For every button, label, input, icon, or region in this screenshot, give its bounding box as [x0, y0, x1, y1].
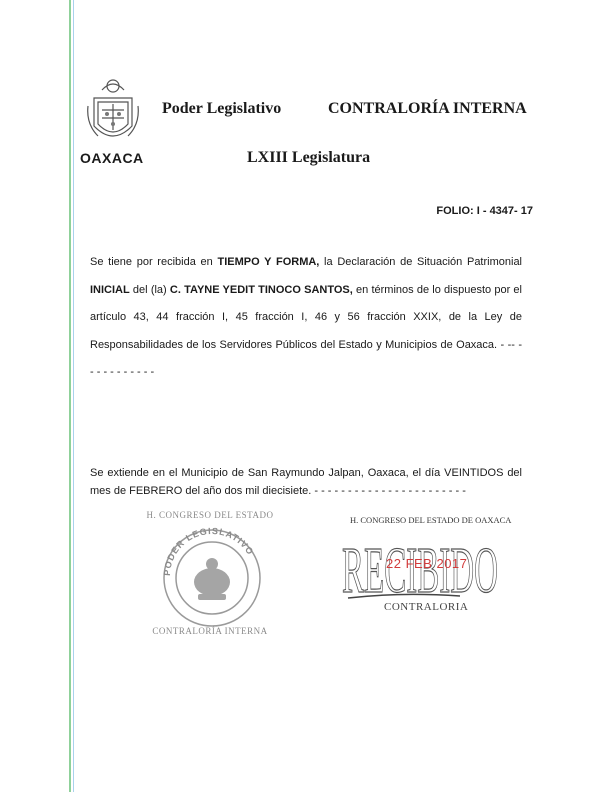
margin-line-green [69, 0, 71, 792]
official-seal-icon [140, 508, 285, 643]
p1-mid1: la Declaración de Situación Patrimonial [319, 256, 523, 268]
declaration-paragraph [90, 249, 522, 387]
p1-intro: Se tiene por recibida en [90, 256, 218, 268]
seal-ring-text: PODER LEGISLATIVO [161, 525, 256, 577]
office-title: CONTRALORÍA INTERNA [328, 100, 527, 117]
branch-title: Poder Legislativo [162, 100, 282, 117]
folio-number: FOLIO: I - 4347- 17 [436, 205, 533, 217]
p1-mid2: del (la) [129, 283, 170, 296]
stamp-date: 22 FEB 2017 [386, 556, 468, 571]
stamp-top-text: H. CONGRESO DEL ESTADO DE OAXACA [350, 515, 512, 525]
p1-person: C. TAYNE YEDIT TINOCO SANTOS, [169, 283, 353, 296]
legislature-title: LXIII Legislatura [247, 149, 371, 166]
stamp-word: RECIBIDO [342, 534, 498, 602]
seal-top-text: H. CONGRESO DEL ESTADO [146, 510, 274, 520]
state-name: OAXACA [80, 150, 144, 166]
closing-paragraph: Se extiende en el Municipio de San Raymundo Jalpan, Oaxaca, el día VEINTIDOS del mes de FEBRERO del año dos mil diecisiete. - - - - - - - - - - - - - - - - - - - - - - - [90, 467, 522, 497]
p1-timely: TIEMPO Y FORMA, [217, 256, 320, 268]
seal-bottom-text: CONTRALORÍA INTERNA [152, 626, 268, 636]
stamp-bottom-text: CONTRALORIA [384, 601, 469, 613]
p1-type: INICIAL [90, 283, 130, 296]
margin-line-blue [73, 0, 74, 792]
oaxaca-crest-icon [84, 76, 142, 150]
p1-rest: en términos de lo dispuesto por el artículo 43, 44 fracción I, 45 fracción I, 46 y 56 fracción XXIX, de la Ley de Responsabilidades de los Servidores Públicos del Estado y Municipios de Oaxaca. - -- - - - - - - - - - - - [90, 283, 522, 378]
